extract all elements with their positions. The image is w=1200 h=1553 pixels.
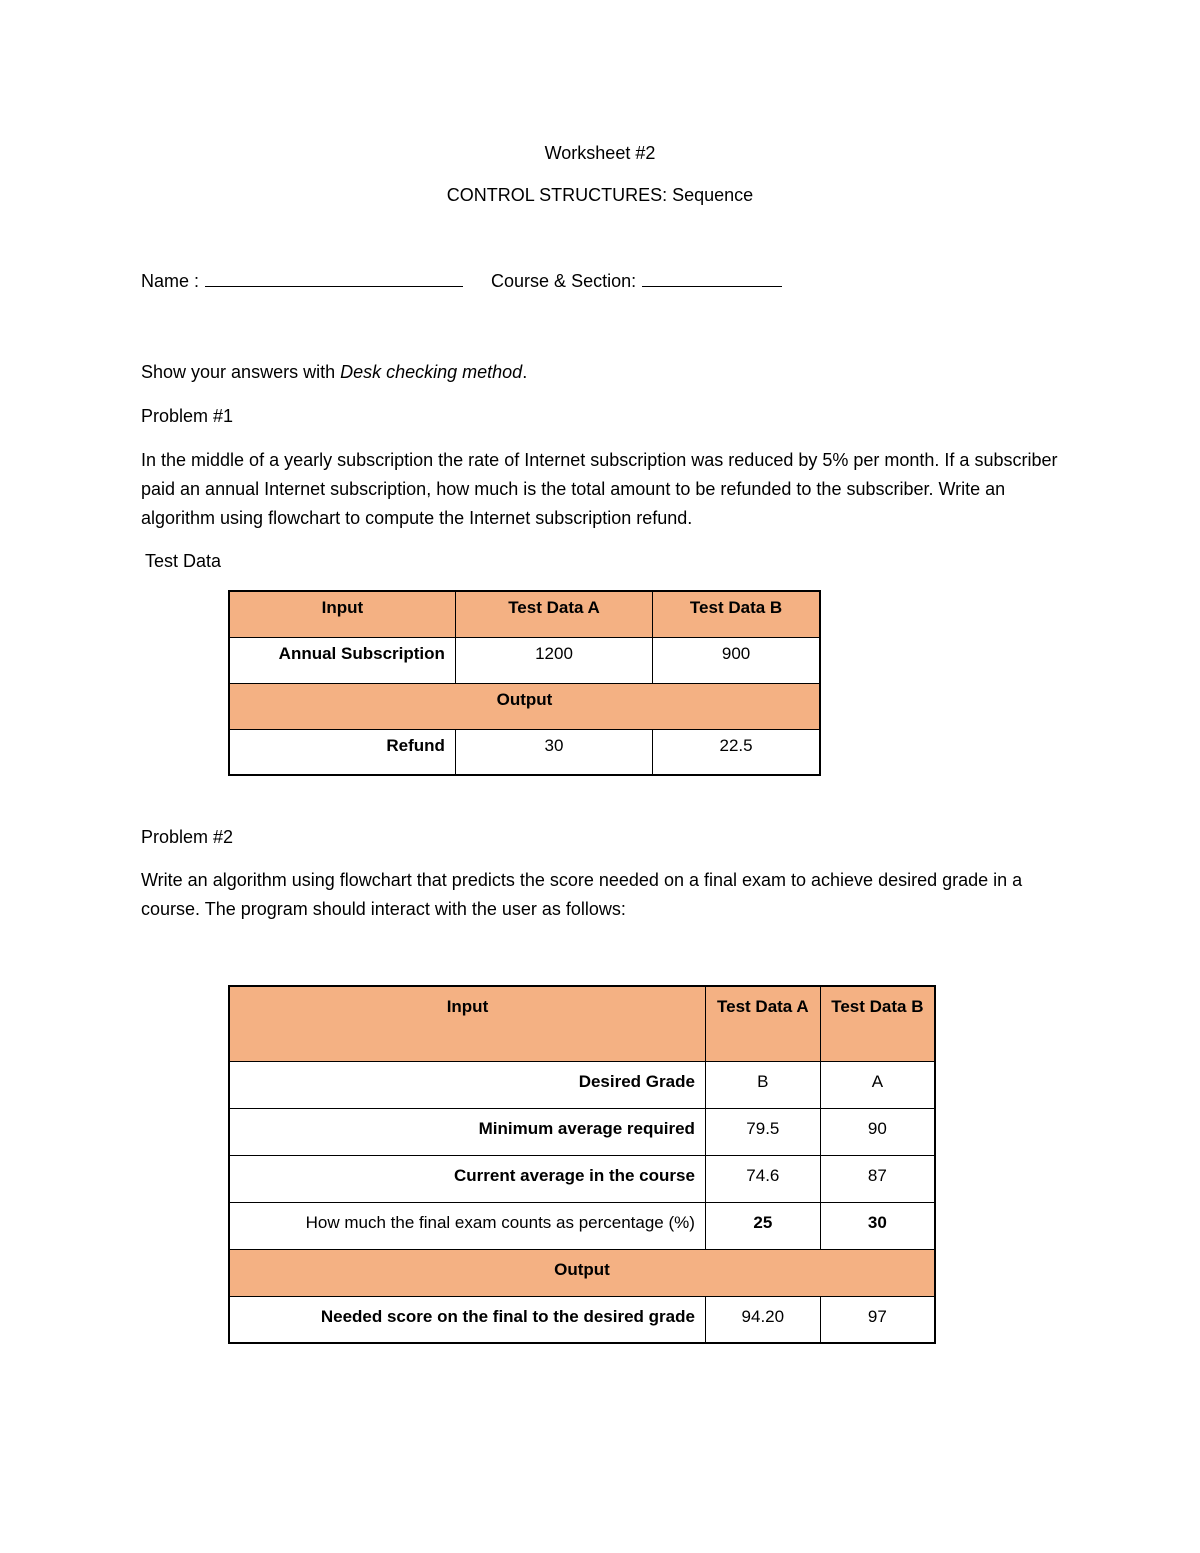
- table-row: [229, 1296, 935, 1343]
- name-blank[interactable]: [205, 272, 463, 287]
- problem2-title: Problem #2: [141, 827, 234, 847]
- value-cell: 25: [705, 1202, 820, 1249]
- header-cell: Input: [229, 986, 705, 1061]
- output-header-cell: Output: [229, 1249, 935, 1296]
- value-cell: 90: [820, 1108, 935, 1155]
- value-cell: 900: [653, 637, 820, 683]
- value-cell: 97: [820, 1296, 935, 1343]
- row-label-cell: Minimum average required: [229, 1108, 705, 1155]
- test-data-label: Test Data: [145, 551, 222, 571]
- problem2-text: Write an algorithm using flowchart that predicts the score needed on a final exam to achieve desired grade in a course. The program should interact with the user as follows:: [141, 870, 1023, 919]
- header-cell: Input: [229, 591, 455, 637]
- table-header-row: [229, 986, 935, 1061]
- name-label: Name :: [141, 271, 200, 291]
- value-cell: 94.20: [705, 1296, 820, 1343]
- value-cell: A: [820, 1061, 935, 1108]
- problem1-table: [228, 590, 821, 776]
- row-label-cell: How much the final exam counts as percentage (%): [229, 1202, 705, 1249]
- value-cell: 22.5: [653, 729, 820, 775]
- problem1-text: In the middle of a yearly subscription the rate of Internet subscription was reduced by 5% per month. If a subscriber paid an annual Internet subscription, how much is the total amount to be refunded to the subscriber. Write an algorithm using flowchart to compute the Internet subscription refund.: [141, 450, 1058, 528]
- table-row: [229, 1155, 935, 1202]
- value-cell: 30: [820, 1202, 935, 1249]
- value-cell: 74.6: [705, 1155, 820, 1202]
- row-label-cell: Refund: [229, 729, 455, 775]
- row-label-cell: Needed score on the final to the desired grade: [229, 1296, 705, 1343]
- header-cell: Test Data B: [653, 591, 820, 637]
- instruction-emphasis: Desk checking method: [340, 362, 523, 382]
- value-cell: 79.5: [705, 1108, 820, 1155]
- table-row: [229, 729, 820, 775]
- course-section-blank[interactable]: [642, 272, 782, 287]
- course-section-label: Course & Section:: [491, 271, 637, 291]
- row-label-cell: Desired Grade: [229, 1061, 705, 1108]
- output-header-cell: Output: [229, 683, 820, 729]
- table-row: [229, 1202, 935, 1249]
- row-label-cell: Annual Subscription: [229, 637, 455, 683]
- value-cell: B: [705, 1061, 820, 1108]
- header-cell: Test Data B: [820, 986, 935, 1061]
- value-cell: 30: [455, 729, 652, 775]
- student-info-line: [141, 271, 782, 292]
- page-subtitle: CONTROL STRUCTURES: Sequence: [446, 185, 754, 205]
- instruction-suffix: .: [522, 362, 528, 382]
- table-row: [229, 637, 820, 683]
- table-header-row: [229, 591, 820, 637]
- instruction-text: [141, 358, 1071, 387]
- value-cell: 1200: [455, 637, 652, 683]
- header-cell: Test Data A: [455, 591, 652, 637]
- instruction-prefix: Show your answers with: [141, 362, 341, 382]
- output-header-row: [229, 683, 820, 729]
- page-title: Worksheet #2: [544, 143, 656, 163]
- problem2-table: [228, 985, 936, 1344]
- header-cell: Test Data A: [705, 986, 820, 1061]
- table-row: [229, 1108, 935, 1155]
- problem1-title: Problem #1: [141, 406, 234, 426]
- row-label-cell: Current average in the course: [229, 1155, 705, 1202]
- value-cell: 87: [820, 1155, 935, 1202]
- table-row: [229, 1061, 935, 1108]
- output-header-row: [229, 1249, 935, 1296]
